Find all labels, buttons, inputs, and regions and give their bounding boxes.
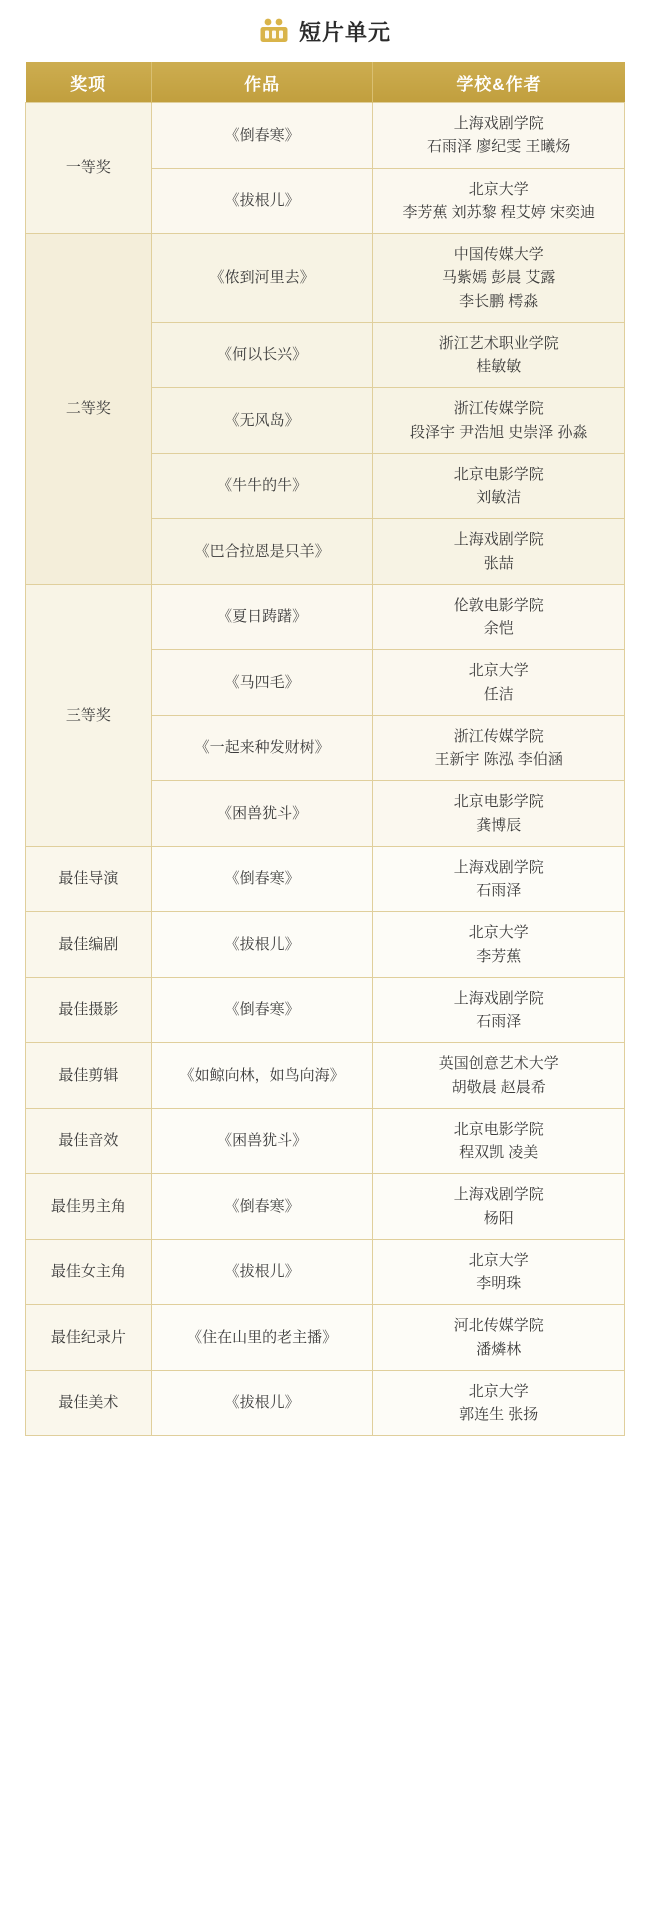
work-title-cell: 《巴合拉恩是只羊》 [151,519,373,585]
school-author-cell: 浙江传媒学院 段泽宇 尹浩旭 史崇泽 孙淼 [373,388,625,454]
school-author-cell: 北京大学 李明珠 [373,1239,625,1305]
award-name-cell: 一等奖 [26,103,152,234]
award-name-cell: 最佳编剧 [26,912,152,978]
award-name-cell: 最佳摄影 [26,977,152,1043]
column-header-award: 奖项 [26,62,152,103]
award-name-cell: 二等奖 [26,234,152,585]
work-title-cell: 《拔根儿》 [151,912,373,978]
work-title-cell: 《无风岛》 [151,388,373,454]
school-author-cell: 上海戏剧学院 石雨泽 廖纪雯 王曦炀 [373,103,625,169]
school-author-cell: 北京电影学院 刘敏洁 [373,453,625,519]
award-name-cell: 最佳剪辑 [26,1043,152,1109]
table-row [26,912,625,978]
work-title-cell: 《住在山里的老主播》 [151,1305,373,1371]
awards-table-wrap [0,62,650,1454]
school-author-cell: 中国传媒大学 马紫嫣 彭晨 艾露 李长鹏 樗淼 [373,234,625,323]
work-title-cell: 《侬到河里去》 [151,234,373,323]
award-name-cell: 最佳美术 [26,1370,152,1436]
table-row [26,1108,625,1174]
column-header-school-author: 学校&作者 [373,62,625,103]
work-title-cell: 《倒春寒》 [151,103,373,169]
school-author-cell: 上海戏剧学院 张喆 [373,519,625,585]
table-row [26,103,625,169]
school-author-cell: 英国创意艺术大学 胡敬晨 赵晨希 [373,1043,625,1109]
award-name-cell: 最佳纪录片 [26,1305,152,1371]
work-title-cell: 《一起来种发财树》 [151,715,373,781]
work-title-cell: 《倒春寒》 [151,1174,373,1240]
table-row [26,1239,625,1305]
school-author-cell: 北京电影学院 程双凯 凌美 [373,1108,625,1174]
table-header [26,62,625,103]
school-author-cell: 上海戏剧学院 石雨泽 [373,846,625,912]
table-row [26,977,625,1043]
table-row [26,1174,625,1240]
award-name-cell: 三等奖 [26,584,152,846]
page-title-row [0,0,650,62]
work-title-cell: 《如鲸向林，如鸟向海》 [151,1043,373,1109]
school-author-cell: 上海戏剧学院 杨阳 [373,1174,625,1240]
work-title-cell: 《夏日踌躇》 [151,584,373,650]
film-clapper-icon [259,18,289,44]
school-author-cell: 河北传媒学院 潘燐林 [373,1305,625,1371]
work-title-cell: 《倒春寒》 [151,977,373,1043]
award-name-cell: 最佳音效 [26,1108,152,1174]
work-title-cell: 《拔根儿》 [151,1239,373,1305]
work-title-cell: 《何以长兴》 [151,322,373,388]
work-title-cell: 《困兽犹斗》 [151,1108,373,1174]
table-header-row [26,62,625,103]
work-title-cell: 《牛牛的牛》 [151,453,373,519]
column-header-work: 作品 [151,62,373,103]
work-title-cell: 《拔根儿》 [151,168,373,234]
school-author-cell: 浙江艺术职业学院 桂敏敏 [373,322,625,388]
school-author-cell: 北京大学 李芳蕉 [373,912,625,978]
work-title-cell: 《拔根儿》 [151,1370,373,1436]
school-author-cell: 上海戏剧学院 石雨泽 [373,977,625,1043]
table-row [26,1043,625,1109]
school-author-cell: 浙江传媒学院 王新宇 陈泓 李伯涵 [373,715,625,781]
table-row [26,584,625,650]
work-title-cell: 《困兽犹斗》 [151,781,373,847]
table-row [26,1370,625,1436]
table-row [26,1305,625,1371]
school-author-cell: 北京电影学院 龚博辰 [373,781,625,847]
award-name-cell: 最佳女主角 [26,1239,152,1305]
work-title-cell: 《倒春寒》 [151,846,373,912]
table-row [26,234,625,323]
award-name-cell: 最佳男主角 [26,1174,152,1240]
school-author-cell: 北京大学 郭连生 张扬 [373,1370,625,1436]
awards-table [25,62,625,1436]
page-title: 短片单元 [298,19,391,45]
table-body [26,103,625,1436]
school-author-cell: 伦敦电影学院 余恺 [373,584,625,650]
school-author-cell: 北京大学 任洁 [373,650,625,716]
school-author-cell: 北京大学 李芳蕉 刘苏黎 程艾婷 宋奕迪 [373,168,625,234]
work-title-cell: 《马四毛》 [151,650,373,716]
table-row [26,846,625,912]
award-name-cell: 最佳导演 [26,846,152,912]
